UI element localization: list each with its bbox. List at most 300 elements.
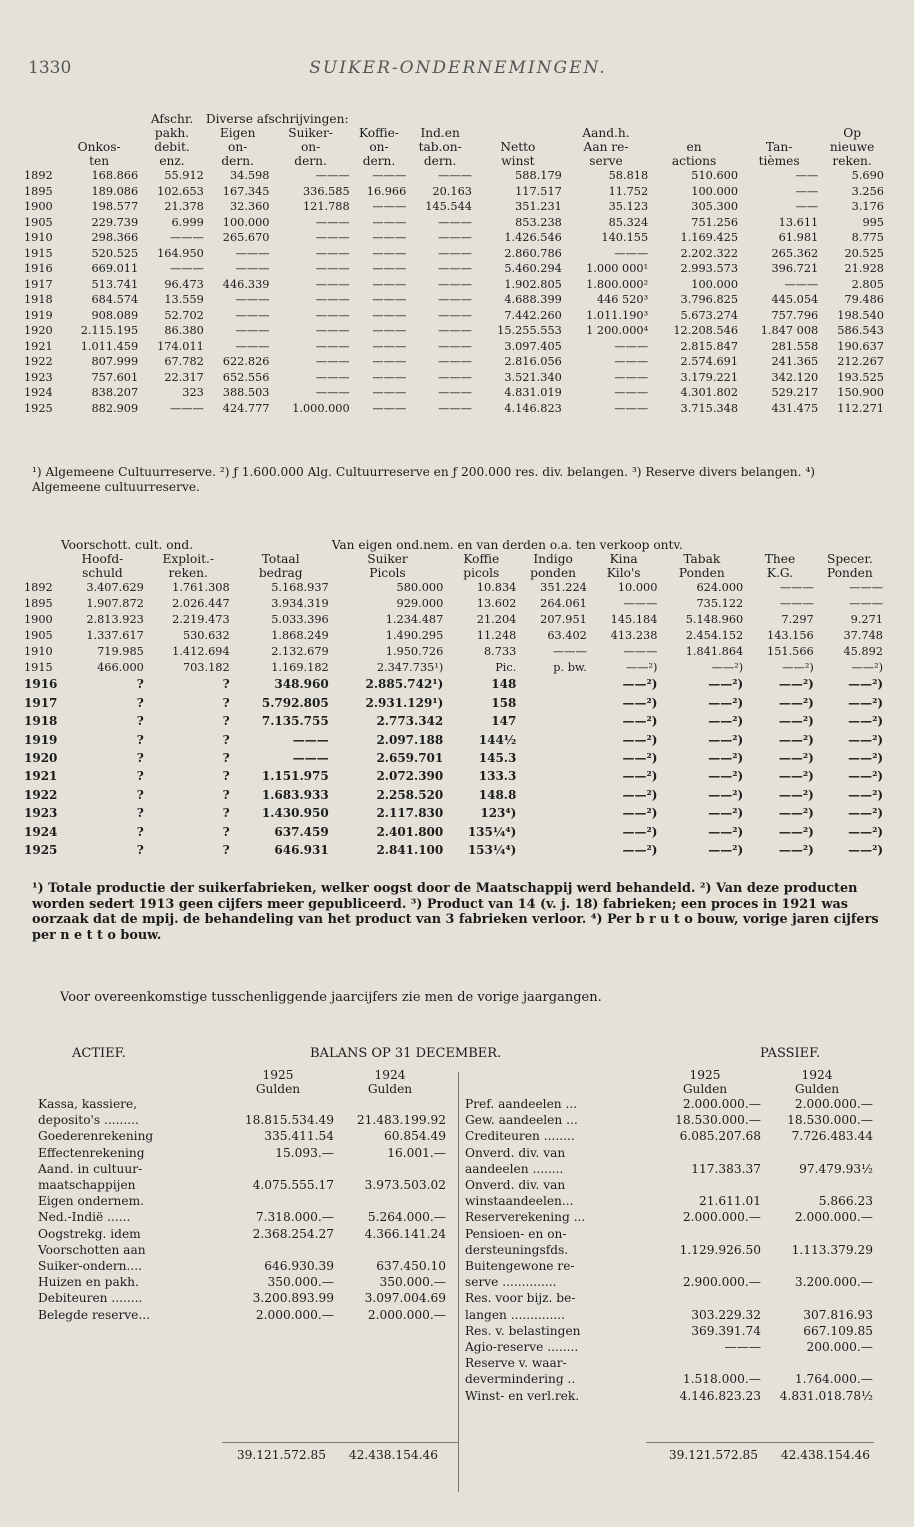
column-header <box>740 126 820 140</box>
table-cell: ——— <box>235 262 270 275</box>
table-cell: ——²) <box>622 769 658 784</box>
table-cell: 2.401.800 <box>376 824 444 839</box>
balance-item-label: dersteuningsfds. <box>465 1242 569 1257</box>
table-cell: 2.219.473 <box>172 612 230 626</box>
table-cell: ——²) <box>848 695 883 710</box>
reference-note: Voor overeenkomstige tusschenliggende jaarcijfers zie men de vorige jaargangen. <box>60 990 602 1005</box>
table-cell: 133.3 <box>478 769 517 784</box>
column-header <box>474 126 564 140</box>
table-cell: 3.176 <box>851 200 884 213</box>
balance-item-value: 303.229.32 <box>691 1307 761 1322</box>
column-header <box>24 112 60 126</box>
table-cell: ——— <box>438 401 472 415</box>
column-header <box>24 140 60 154</box>
table-cell: ——— <box>372 324 407 337</box>
table-cell: 34.598 <box>229 169 270 182</box>
column-header: K.G. <box>766 566 794 580</box>
table-cell <box>519 823 590 841</box>
table-cell: 622.826 <box>222 355 270 368</box>
table-cell: 79.486 <box>844 293 884 306</box>
table-row <box>24 246 886 262</box>
table-cell: ——— <box>315 262 350 275</box>
table-cell: ——²) <box>622 751 658 766</box>
column-header <box>650 112 740 126</box>
table-cell: ——— <box>372 277 407 291</box>
passief-year-b: 1924 <box>801 1068 833 1082</box>
table-cell: 174.011 <box>157 339 204 353</box>
table-cell: 4.301.802 <box>680 386 739 399</box>
column-header: ten <box>89 154 110 168</box>
balance-row <box>462 1307 873 1323</box>
balance-item-value <box>761 1145 873 1161</box>
table-cell: 646.931 <box>274 843 329 858</box>
table-cell: ——— <box>614 355 649 368</box>
table-cell: 35.123 <box>608 200 649 213</box>
column-header: Diverse afschrijvingen: <box>205 112 349 126</box>
column-header: reken. <box>168 566 208 580</box>
table-cell: ——— <box>315 339 350 353</box>
table-cell: 21.204 <box>476 612 517 626</box>
table-cell: ——²) <box>778 769 814 784</box>
year-cell: 1895 <box>24 184 53 198</box>
balance-row <box>30 1290 446 1306</box>
column-header: Op <box>843 126 861 140</box>
table-cell <box>519 841 590 859</box>
table-cell: 2.931.129¹) <box>365 695 444 710</box>
balance-item-value: 2.368.254.27 <box>252 1226 334 1241</box>
balance-title: BALANS OP 31 DECEMBER. <box>310 1046 502 1061</box>
balance-item-value: 2.000.000.— <box>794 1210 873 1225</box>
table-row <box>24 385 886 401</box>
table-cell: ——²) <box>622 787 658 802</box>
balance-item-label: Ned.-Indië ...... <box>38 1210 131 1225</box>
table-cell: ——²) <box>708 695 744 710</box>
table-cell: —— <box>795 184 819 198</box>
year-cell: 1920 <box>24 751 58 766</box>
year-cell: 1922 <box>24 787 58 802</box>
balance-item-value <box>649 1226 761 1242</box>
table-cell: 351.224 <box>540 581 587 594</box>
balance-item-value: 18.815.534.49 <box>244 1113 334 1128</box>
column-header: tièmes <box>758 154 800 168</box>
table-cell: 12.208.546 <box>673 324 739 337</box>
table-row <box>24 612 886 628</box>
table-cell: ——²) <box>708 732 744 747</box>
table-cell: 2.659.701 <box>376 751 444 766</box>
advances-table-footnote: ¹) Totale productie der suikerfabrieken, welker oogst door de Maatschappij werd behandeld. ²) Van deze producten worden sedert 1913 geen cijfers meer gepubliceerd. ³) Product van 14 (v. j. 18) fabrieken; een proces in 1921 was oorzaak dat de mpij. de behandeling van het product van 3 fabrieken verloor. ⁴) Per b r u t o bouw, vorige jaren cijfers per n e t t o bouw. <box>32 881 879 943</box>
table-cell: ? <box>222 769 230 784</box>
table-cell: ——²) <box>778 751 814 766</box>
table-cell: 2.347.735¹) <box>376 660 444 674</box>
column-header: winst <box>501 154 535 168</box>
table-cell: ——— <box>438 246 472 260</box>
table-cell: 413.238 <box>610 628 658 642</box>
table-cell: 1.490.295 <box>385 628 444 642</box>
balance-item-value: 646.930.39 <box>264 1259 334 1274</box>
balance-item-value: 4.831.018.78½ <box>779 1388 873 1403</box>
table-cell: 1.847 008 <box>760 324 819 337</box>
table-cell: 112.271 <box>837 401 884 415</box>
balance-sheet <box>30 1046 890 1496</box>
balance-row <box>30 1128 446 1144</box>
balance-row <box>462 1145 873 1161</box>
table-cell: 145.3 <box>478 751 517 766</box>
balance-row <box>30 1177 446 1193</box>
balance-item-value: 637.450.10 <box>376 1259 446 1274</box>
balance-item-value: 2.000.000.— <box>255 1307 334 1322</box>
table-cell: 58.818 <box>608 169 649 182</box>
actief-rows <box>30 1096 446 1323</box>
balance-item-value: 307.816.93 <box>803 1307 873 1322</box>
column-header: dern. <box>294 154 327 168</box>
table-cell: 1.868.249 <box>271 628 329 642</box>
balance-row <box>30 1307 446 1323</box>
balance-item-label: Effectenrekening <box>38 1145 145 1160</box>
table-cell: 388.503 <box>222 386 270 399</box>
column-header: nieuwe <box>829 140 875 154</box>
table-cell: 8.733 <box>483 644 517 658</box>
table-cell: ——²) <box>782 660 814 674</box>
table-cell: ——— <box>235 246 270 260</box>
table-cell: 4.688.399 <box>504 293 562 306</box>
balance-item-value: 2.900.000.— <box>682 1275 761 1290</box>
table-cell: 5.673.274 <box>680 308 739 322</box>
table-cell: 37.748 <box>843 628 883 642</box>
table-cell: 3.097.405 <box>504 339 562 353</box>
column-header: Netto <box>500 140 536 154</box>
table-cell: 342.120 <box>771 370 819 384</box>
table-cell: 5.460.294 <box>504 262 562 275</box>
column-header: on- <box>369 140 389 154</box>
balance-item-value: 5.264.000.— <box>367 1210 446 1225</box>
table-cell: 168.866 <box>91 169 139 182</box>
table-cell: 838.207 <box>91 386 139 399</box>
balance-row <box>30 1193 446 1209</box>
table-cell: ? <box>136 732 144 747</box>
table-cell: 1.169.182 <box>271 660 329 674</box>
balance-row <box>30 1161 446 1177</box>
table-cell: 117.517 <box>515 184 562 198</box>
table-cell: ? <box>222 824 230 839</box>
actief-year-a: 1925 <box>262 1068 294 1082</box>
balance-item-value: 335.411.54 <box>264 1129 334 1144</box>
actief-unit-b: Gulden <box>367 1082 413 1096</box>
table-cell: 305.300 <box>691 200 739 213</box>
column-header: dern. <box>362 154 396 168</box>
balance-item-label: Winst- en verl.rek. <box>465 1388 580 1403</box>
table-cell: 96.473 <box>164 277 204 291</box>
table-cell: 6.999 <box>171 215 204 229</box>
table-cell: ——²) <box>708 714 744 729</box>
table-cell <box>519 749 590 767</box>
balance-row <box>462 1112 873 1128</box>
table-cell: 510.600 <box>691 169 739 182</box>
table-cell: ——— <box>614 246 649 260</box>
table-cell: ——— <box>438 386 472 399</box>
table-cell: 520.525 <box>91 246 139 260</box>
column-header: Kina <box>609 552 638 566</box>
balance-item-label: Belegde reserve... <box>38 1307 151 1322</box>
table-cell: 735.122 <box>696 596 744 610</box>
table-cell: ——²) <box>778 843 814 858</box>
table-cell: 10.000 <box>617 581 658 594</box>
table-cell: 52.702 <box>164 308 204 322</box>
column-header <box>650 126 740 140</box>
table-cell: ——— <box>438 293 472 306</box>
column-header: Suiker <box>367 552 408 566</box>
table-cell: 2.773.342 <box>376 714 444 729</box>
balance-item-value <box>761 1226 873 1242</box>
table-row <box>24 308 886 324</box>
balance-item-label: Pref. aandeelen ... <box>465 1097 578 1111</box>
table-cell: ——²) <box>848 677 883 692</box>
table-cell: 1.151.975 <box>261 769 329 784</box>
table-cell <box>519 804 590 822</box>
balance-item-value: 6.085.207.68 <box>679 1129 761 1144</box>
table-cell: ? <box>136 714 144 729</box>
balance-row <box>462 1161 873 1177</box>
table-cell: 212.267 <box>837 355 884 368</box>
year-cell: 1921 <box>24 339 53 353</box>
table-cell: ——— <box>438 277 472 291</box>
column-header: bedrag <box>258 566 303 580</box>
balance-item-label: Onverd. div. van <box>465 1145 566 1160</box>
balance-item-value: 16.001.— <box>387 1145 446 1160</box>
table-cell: ——²) <box>708 843 744 858</box>
table-cell: ——²) <box>622 732 658 747</box>
balance-row <box>462 1177 873 1193</box>
column-header: Afschr. <box>150 112 194 126</box>
table-cell: ——— <box>438 308 472 322</box>
balance-item-value <box>649 1177 761 1193</box>
balance-item-value: 7.726.483.44 <box>791 1129 873 1144</box>
table-cell: ——— <box>315 386 350 399</box>
column-header: pakh. <box>154 126 190 140</box>
balance-item-label: langen .............. <box>465 1307 565 1322</box>
table-cell: 2.072.390 <box>376 769 444 784</box>
balance-item-value: 3.200.893.99 <box>252 1291 334 1306</box>
table-cell: ? <box>136 751 144 766</box>
table-row <box>24 168 886 184</box>
year-cell: 1895 <box>24 596 53 610</box>
balance-item-label: Aand. in cultuur- <box>38 1161 143 1176</box>
column-header <box>24 566 61 580</box>
table-cell: ——— <box>614 370 649 384</box>
table-cell: 61.981 <box>778 231 819 244</box>
table-cell: 995 <box>862 215 884 229</box>
table-row <box>24 261 886 277</box>
table-cell: 1.800.000² <box>586 277 649 291</box>
table-cell: ——²) <box>708 806 744 821</box>
table-row <box>24 292 886 308</box>
table-row <box>24 675 886 693</box>
table-cell: 1.902.805 <box>504 277 562 291</box>
table-cell: 15.255.553 <box>497 324 562 337</box>
table-cell: ——²) <box>622 714 658 729</box>
balance-item-value <box>761 1290 873 1306</box>
table-cell: 143.156 <box>767 628 814 642</box>
table-cell: 336.585 <box>302 184 350 198</box>
balance-item-value <box>222 1193 334 1209</box>
balance-item-value: 350.000.— <box>267 1275 334 1290</box>
column-header: Specer. <box>826 552 873 566</box>
table-cell: ——— <box>614 401 649 415</box>
table-cell: 144½ <box>478 732 517 747</box>
table-cell: 3.934.319 <box>271 596 329 610</box>
table-cell: ——²) <box>778 824 814 839</box>
balance-item-label: aandeelen ........ <box>465 1161 564 1176</box>
table-cell: ? <box>222 806 230 821</box>
table-cell: 580.000 <box>396 581 444 594</box>
table-cell: ——²) <box>848 843 883 858</box>
header-row <box>24 140 886 154</box>
column-header: serve <box>589 154 623 168</box>
balance-item-value: 1.518.000.— <box>682 1372 761 1387</box>
balance-item-label: Buitengewone re- <box>465 1259 575 1274</box>
actief-total-b: 42.438.154.46 <box>348 1448 438 1462</box>
column-header <box>60 112 140 126</box>
table-cell: 5.168.937 <box>271 581 329 594</box>
table-cell: 4.146.823 <box>504 401 562 415</box>
balance-item-value: 200.000.— <box>806 1340 873 1355</box>
table-cell: 100.000 <box>222 215 270 229</box>
actief-total-rule <box>222 1442 458 1443</box>
balance-row <box>462 1209 873 1225</box>
table-row <box>24 215 886 231</box>
table-cell: ——— <box>438 215 472 229</box>
table-cell: 86.380 <box>164 324 204 337</box>
table-cell: 21.928 <box>844 262 884 275</box>
column-header: Kilo's <box>606 566 641 580</box>
table-cell: 2.815.847 <box>680 339 739 353</box>
balance-item-value: 117.383.37 <box>691 1161 761 1176</box>
column-header: reken. <box>832 154 872 168</box>
table-cell: ? <box>222 732 230 747</box>
column-header: Koffie- <box>358 126 399 140</box>
balance-item-value: 369.391.74 <box>691 1323 761 1338</box>
table-cell: —— <box>795 200 819 213</box>
column-header: enz. <box>159 154 185 168</box>
column-header <box>820 112 886 126</box>
column-header: Ponden <box>678 566 725 580</box>
balance-item-value: 3.097.004.69 <box>364 1291 446 1306</box>
column-header <box>564 112 650 126</box>
table-row <box>24 644 886 660</box>
table-cell: 148.8 <box>478 787 517 802</box>
passief-year-a: 1925 <box>689 1068 721 1082</box>
table-cell: ——— <box>372 355 407 368</box>
balance-item-label: Huizen en pakh. <box>38 1275 139 1290</box>
passief-rows <box>462 1096 873 1404</box>
balance-item-value <box>334 1242 446 1258</box>
table-cell: ——— <box>372 293 407 306</box>
balance-row <box>30 1274 446 1290</box>
table-cell: ——— <box>315 215 350 229</box>
column-header: debit. <box>154 140 190 154</box>
actief-total-a: 39.121.572.85 <box>236 1448 326 1462</box>
table-cell: ? <box>136 677 144 692</box>
table-cell: 193.525 <box>837 370 884 384</box>
balance-item-value: 3.973.503.02 <box>364 1178 446 1193</box>
table-cell: 2.574.691 <box>680 355 739 368</box>
table-cell: ——— <box>372 370 407 384</box>
table-cell: ? <box>222 751 230 766</box>
year-cell: 1900 <box>24 612 53 626</box>
table-cell: 652.556 <box>222 370 270 384</box>
table-cell: 198.540 <box>837 308 884 322</box>
balance-item-value: 60.854.49 <box>383 1129 446 1144</box>
balance-item-label: Oogstrekg. idem <box>38 1226 141 1241</box>
balance-item-value: 667.109.85 <box>803 1323 873 1338</box>
year-cell: 1918 <box>24 714 58 729</box>
table-cell: ——— <box>552 644 587 658</box>
table-cell: 1.683.933 <box>261 787 329 802</box>
table-row <box>24 277 886 293</box>
table-cell: 265.362 <box>771 246 819 260</box>
table-cell: 9.271 <box>850 612 883 626</box>
table-cell: ——²) <box>778 787 814 802</box>
balance-item-value: ——— <box>724 1340 761 1355</box>
table-cell: ——— <box>315 277 350 291</box>
table-cell: 102.653 <box>157 184 204 198</box>
table-cell: ——— <box>292 732 329 747</box>
profit-table-footnote: ¹) Algemeene Cultuurreserve. ²) ƒ 1.600.000 Alg. Cultuurreserve en ƒ 200.000 res. div. belangen. ³) Reserve divers belangen. ⁴) Algemeene cultuurreserve. <box>32 465 816 494</box>
table-cell: 123⁴) <box>480 806 517 821</box>
table-cell: 281.558 <box>771 339 819 353</box>
column-header <box>24 538 61 552</box>
year-cell: 1916 <box>24 262 53 275</box>
table-cell: 530.632 <box>182 628 230 642</box>
table-cell: ? <box>136 769 144 784</box>
table-cell: ——²) <box>622 824 658 839</box>
table-cell: ——— <box>235 308 270 322</box>
column-header: Eigen <box>219 126 256 140</box>
balance-item-value: 18.530.000.— <box>787 1113 873 1128</box>
table-cell: ——— <box>235 293 270 306</box>
table-cell: 13.602 <box>476 596 517 610</box>
table-cell: ——— <box>315 355 350 368</box>
table-cell: 2.993.573 <box>680 262 739 275</box>
table-cell: p. bw. <box>553 660 587 674</box>
year-cell: 1892 <box>24 581 53 594</box>
table-cell: ——— <box>292 751 329 766</box>
balance-row <box>462 1226 873 1242</box>
table-cell: 7.297 <box>781 612 814 626</box>
column-header: Tan- <box>765 140 793 154</box>
balance-row <box>462 1388 873 1404</box>
actief-year-b: 1924 <box>374 1068 406 1082</box>
table-cell: 2.816.056 <box>504 355 562 368</box>
balance-item-value: 4.366.141.24 <box>364 1226 446 1241</box>
table-cell: 1.426.546 <box>504 231 562 244</box>
table-cell: 2.115.195 <box>80 324 139 337</box>
table-cell: 298.366 <box>91 231 139 244</box>
table-cell: 167.345 <box>222 184 270 198</box>
table-cell: ——— <box>372 246 407 260</box>
page-header <box>28 58 888 84</box>
table-cell: 45.892 <box>843 644 883 658</box>
table-cell: 637.459 <box>274 824 329 839</box>
year-cell: 1920 <box>24 324 53 337</box>
table-cell: 807.999 <box>91 355 139 368</box>
balance-row <box>462 1274 873 1290</box>
balance-item-label: Onverd. div. van <box>465 1178 566 1193</box>
header-row <box>24 552 886 566</box>
table-cell: 703.182 <box>182 660 230 674</box>
table-cell: 2.841.100 <box>376 843 444 858</box>
balance-item-value <box>334 1161 446 1177</box>
column-header: Van eigen ond.nem. en van derden o.a. ten verkoop ontv. <box>331 538 683 552</box>
